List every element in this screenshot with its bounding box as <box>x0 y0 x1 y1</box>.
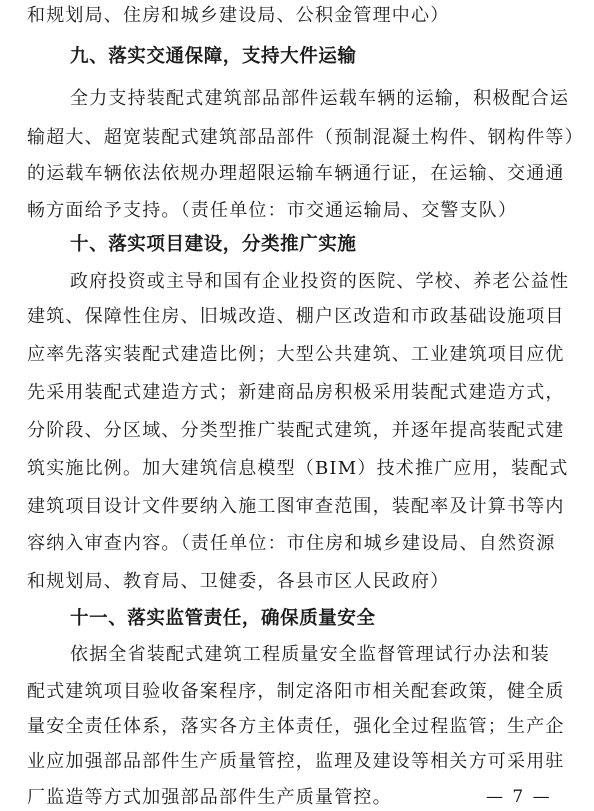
page-number: — 7 — <box>486 787 552 807</box>
body-line: 和规划局、教育局、卫健委，各县市区人民政府） <box>27 571 450 592</box>
section-heading-9: 九、落实交通保障，支持大件运输 <box>70 46 357 67</box>
body-line: 全力支持装配式建筑部品部件运载车辆的运输，积极配合运 <box>70 88 570 109</box>
body-line: 和规划局、住房和城乡建设局、公积金管理中心） <box>27 5 450 26</box>
body-line: 建筑项目设计文件要纳入施工图审查范围，装配率及计算书等内 <box>27 496 565 517</box>
body-line: 应率先落实装配式建造比例；大型公共建筑、工业建筑项目应优 <box>27 344 565 365</box>
body-line: 配式建筑项目验收备案程序，制定洛阳市相关配套政策，健全质 <box>27 681 565 702</box>
body-line: 依据全省装配式建筑工程质量安全监督管理试行办法和装 <box>70 644 550 665</box>
body-line: 输超大、超宽装配式建筑部品部件（预制混凝土构件、钢构件等） <box>27 127 584 148</box>
body-line: 业应加强部品部件生产质量管控，监理及建设等相关方可采用驻 <box>27 751 565 772</box>
body-line: 量安全责任体系，落实各方主体责任，强化全过程监管；生产企 <box>27 716 565 737</box>
body-line: 筑实施比例。加大建筑信息模型（BIM）技术推广应用，装配式 <box>27 458 569 479</box>
body-line: 建筑、保障性住房、旧城改造、棚户区改造和市政基础设施项目 <box>27 306 565 327</box>
section-heading-11: 十一、落实监管责任，确保质量安全 <box>70 608 376 629</box>
body-line: 分阶段、分区域、分类型推广装配式建筑，并逐年提高装配式建 <box>27 420 565 441</box>
body-line: 容纳入审查内容。（责任单位：市住房和城乡建设局、自然资源 <box>27 533 556 554</box>
body-line: 畅方面给予支持。（责任单位：市交通运输局、交警支队） <box>27 200 518 221</box>
body-line: 的运载车辆依法依规办理超限运输车辆通行证，在运输、交通通 <box>27 163 565 184</box>
body-line: 政府投资或主导和国有企业投资的医院、学校、养老公益性 <box>70 271 570 292</box>
section-heading-10: 十、落实项目建设，分类推广实施 <box>70 234 357 255</box>
body-line: 先采用装配式建造方式；新建商品房积极采用装配式建造方式， <box>27 382 565 403</box>
body-line: 厂监造等方式加强部品部件生产质量管控。 <box>27 787 392 808</box>
